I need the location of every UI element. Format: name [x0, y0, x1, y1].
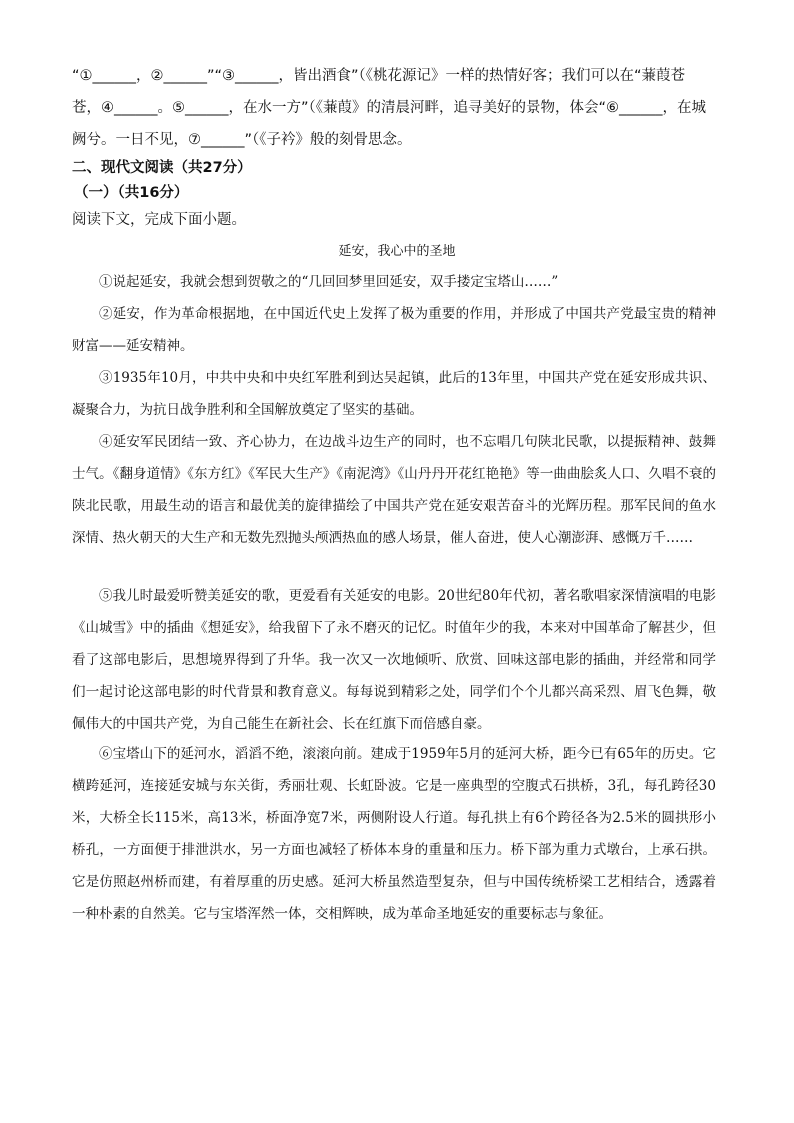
article-title: 延安，我心中的圣地 [338, 244, 456, 259]
section-heading: 二、现代文阅读（共27分） [72, 160, 252, 176]
reading-instruction: 阅读下文，完成下面小题。 [72, 212, 246, 228]
article-paragraph-5: ⑤我儿时最爱听赞美延安的歌，更爱看有关延安的电影。20世纪80年代初，著名歌唱家深情演唱的电影《山城雪》中的插曲《想延安》，给我留下了永不磨灭的记忆。时值年少的我，本来对中国革命了解甚少，但看了这部电影后，思想境界得到了升华。我一次又一次地倾听、欣赏、回味这部电影的插曲，并经常和同学们一起讨论这部电影的时代背景和教育意义。每每说到精彩之处，同学们个个儿都兴高采烈、眉飞色舞，敬佩伟大的中国共产党，为自己能生在新社会、长在红旗下而倍感自豪。 [72, 588, 716, 732]
intro-line-2: 苍，④______。⑤______，在水一方”（《蒹葭》的清晨河畔，追寻美好的景物，体会“⑥______，在城 [72, 100, 707, 116]
subsection-heading: （一）（共16分） [74, 185, 189, 201]
article-paragraph-6: ⑥宝塔山下的延河水，滔滔不绝，滚滚向前。建成于1959年5月的延河大桥，距今已有65年的历史。它横跨延河，连接延安城与东关街，秀丽壮观、长虹卧波。它是一座典型的空腹式石拱桥，3孔，每孔跨径30米，大桥全长115米，高13米，桥面净宽7米，两侧附设人行道。每孔拱上有6个跨径各为2.5米的圆拱形小桥孔，一方面便于排泄洪水，另一方面也减轻了桥体本身的重量和压力。桥下部为重力式墩台，上承石拱。它是仿照赵州桥而建，有着厚重的历史感。延河大桥虽然造型复杂，但与中国传统桥梁工艺相结合，透露着一种朴素的自然美。它与宝塔浑然一体，交相辉映，成为革命圣地延安的重要标志与象征。 [72, 746, 716, 922]
article-paragraph-4: ④延安军民团结一致、齐心协力，在边战斗边生产的同时，也不忘唱几句陕北民歌，以提振精神、鼓舞士气。《翻身道情》《东方红》《军民大生产》《南泥湾》《山丹丹开花红艳艳》等一曲曲脍炙人口、久唱不衰的陕北民歌，用最生动的语言和最优美的旋律描绘了中国共产党在延安艰苦奋斗的光辉历程。那军民间的鱼水深情、热火朝天的大生产和无数先烈抛头颅洒热血的感人场景，催人奋进，使人心潮澎湃、感慨万千…… [72, 434, 716, 546]
article-paragraph-1: ①说起延安，我就会想到贺敬之的“几回回梦里回延安，双手搂定宝塔山……” [99, 274, 559, 290]
intro-line-1: “①______，②______”“③______，皆出酒食”（《桃花源记》一样的热情好客；我们可以在“蒹葭苍 [72, 68, 686, 84]
article-paragraph-3: ③1935年10月，中共中央和中央红军胜利到达吴起镇，此后的13年里，中国共产党在延安形成共识、凝聚合力，为抗日战争胜利和全国解放奠定了坚实的基础。 [72, 370, 716, 418]
article-paragraph-2: ②延安，作为革命根据地，在中国近代史上发挥了极为重要的作用，并形成了中国共产党最宝贵的精神财富——延安精神。 [72, 306, 716, 354]
intro-line-3: 阙兮。一日不见，⑦______”（《子衿》般的刻骨思念。 [72, 132, 412, 148]
